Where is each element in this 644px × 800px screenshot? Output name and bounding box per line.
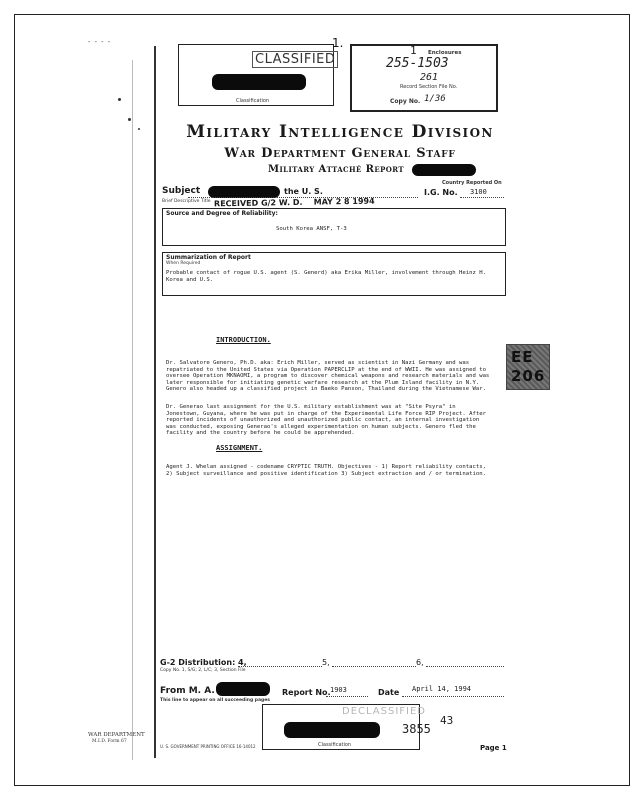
page-number: Page 1 [480,744,507,752]
bottom-number-2: 43 [440,714,454,727]
subject-label: Subject [162,186,201,196]
country-label: Country Reported On [442,180,502,186]
intro-paragraph-1: Dr. Salvatore Genero, Ph.D. aka: Erich Miller, served as scientist in Nazi Germany and was repatriated to the United States via Operation PAPERCLIP at the end of WWII. He was assigned to oversee Operation MKNAOMI, a program to discover chemical weapons and research materials and was later responsible for initiating genetic warfare research at the Plum Island facility in N.Y. Genero also headed up a classified project in Baeko Panson, Thailand during the Vietnamese War. [166,360,490,393]
ee-stamp [506,344,550,390]
scan-artifact: - - - - [88,38,112,46]
ig-number: 3100 [470,188,487,196]
report-number: 1903 [330,686,347,694]
ee-stamp-line2: 206 [511,367,546,385]
division-title: Military Intelligence Division [186,122,494,142]
subject-partial: the U. S. [284,187,323,196]
distribution-caption: Copy No. 1, S/G; 2, L/C; 3, Section File [160,668,246,673]
bottom-number: 3855 [402,722,431,736]
source-box-title: Source and Degree of Reliability: [166,210,278,217]
from-label: From M. A. [160,686,215,696]
page-top-number: 1. [332,36,344,50]
distribution-underline [238,666,322,667]
redaction-bar [216,682,270,696]
form-left-rule [154,46,156,758]
report-no-underline [326,696,368,697]
summary-box-caption: When Required [166,261,201,266]
received-stamp: RECEIVED G/2 W. D. MAY 2 8 1994 [213,196,375,209]
copy-number: 1/36 [424,94,446,104]
redaction-bar [212,74,306,90]
summary-box-title: Summarization of Report [166,254,251,261]
classification-caption: Classification [236,98,270,104]
war-dept-line2: M.I.D. Form 67 [92,739,127,744]
ig-label: I.G. No. [424,188,458,197]
scan-speck [138,128,140,130]
classified-stamp: CLASSIFIED [252,52,338,67]
date-label: Date [378,688,400,697]
distribution-underline [426,666,504,667]
war-dept-line1: WAR DEPARTMENT [88,732,145,738]
intro-paragraph-2: Dr. Generao last assignment for the U.S. military establishment was at "Site Psyra" in Jonestown, Guyana, where he was put in charge of the Experimental Life Force RIP Project. After reported incidents of unauthorized and unauthorized public contact, an internal investigation was conducted, exposing Generao's alleged experimentation on human subjects. Genero fled the facility and the country before he could be apprehended. [166,404,486,437]
from-caption: This line to appear on all succeeding pages [160,698,270,703]
copy-label: Copy No. [390,98,421,105]
ee-stamp-line1: EE [511,348,534,366]
staff-title: War Department General Staff [224,146,456,161]
distribution-mid: 5, [322,658,330,667]
distribution-underline [332,666,416,667]
declassified-stamp: DECLASSIFIED [342,706,427,717]
distribution-right: 6, [416,658,424,667]
introduction-heading: INTRODUCTION. [216,336,271,344]
record-section-label: Record Section File No. [400,84,458,90]
date-value: April 14, 1994 [412,685,472,693]
redaction-bar [412,164,476,176]
ig-underline [460,197,504,198]
enclosures-count: 1 [410,44,417,57]
record-file-subnumber: 261 [420,72,439,83]
scan-speck [118,98,121,101]
record-file-number: 255-1503 [386,56,449,71]
margin-shadow [132,60,133,760]
bottom-classification-caption: Classification [318,742,352,748]
date-underline [402,696,504,697]
source-text: South Korea ANSF, T-3 [276,226,347,232]
report-no-label: Report No. [282,688,331,697]
assignment-paragraph: Agent J. Whelan assigned - codename CRYPTIC TRUTH. Objectives - 1) Report reliability contacts, 2) Subject surveillance and positive identification 3) Subject extraction and / or termination. [166,464,486,477]
printing-office: U. S. GOVERNMENT PRINTING OFFICE 16-14012 [160,744,256,749]
subject-caption: Brief Descriptive Title [162,199,211,204]
scan-speck [128,118,131,121]
distribution-label: G-2 Distribution: 4, [160,658,247,667]
enclosures-label: Enclosures [428,50,462,56]
report-type-title: Military Attaché Report [268,164,404,175]
assignment-heading: ASSIGNMENT. [216,444,263,452]
redaction-bar [284,722,380,738]
summary-text: Probable contact of rogue U.S. agent (S. Generd) aka Erika Miller, involvement through Heinz H. Korea and U.S. [166,270,486,283]
